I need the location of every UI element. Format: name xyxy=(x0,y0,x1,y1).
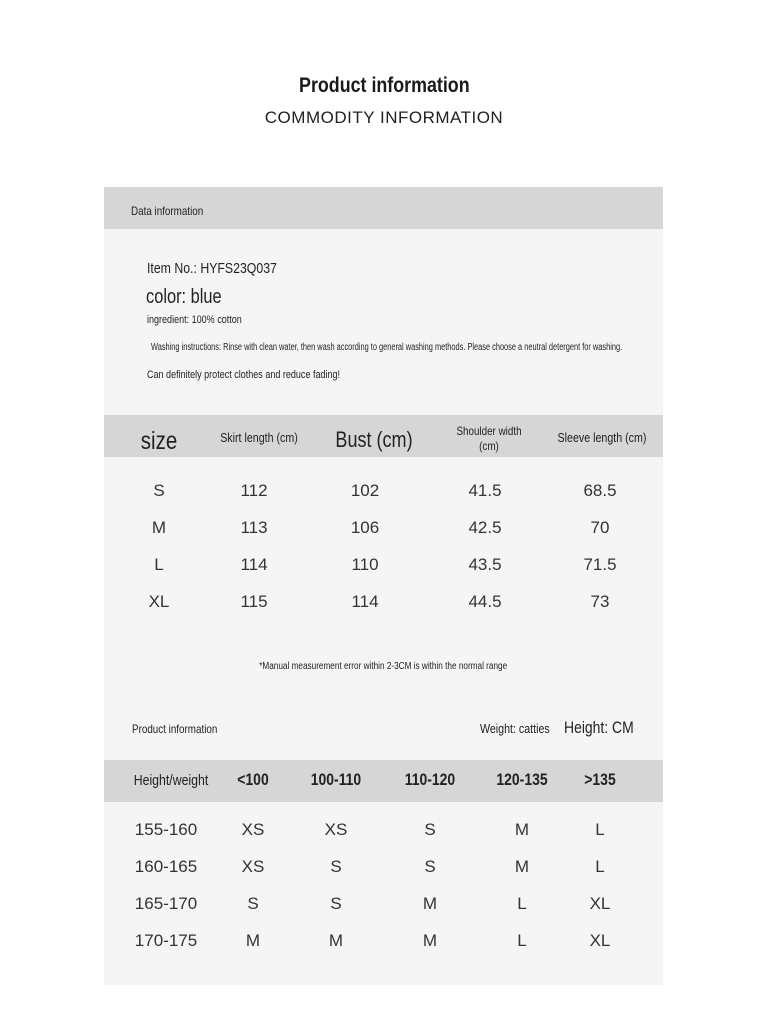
weight-120-135-header: 120-135 xyxy=(496,770,548,789)
data-information-label: Data information xyxy=(131,204,204,218)
sleeve-length-header: Sleeve length (cm) xyxy=(557,430,647,445)
sleeve-length-cell: 70 xyxy=(590,518,610,537)
shoulder-width-cell: 43.5 xyxy=(468,555,502,574)
sleeve-length-cell: 68.5 xyxy=(583,481,617,500)
size-cell: L xyxy=(154,555,164,574)
height-range-cell: 160-165 xyxy=(134,857,198,876)
height-range-cell: 165-170 xyxy=(134,894,198,913)
data-information-panel xyxy=(104,229,663,415)
size-recommendation-cell: XL xyxy=(589,931,611,950)
protect-note: Can definitely protect clothes and reduce fading! xyxy=(147,369,341,381)
skirt-length-cell: 112 xyxy=(240,481,268,500)
size-recommendation-cell: S xyxy=(247,894,259,913)
weight-under-100-header: <100 xyxy=(237,770,269,789)
height-range-cell: 155-160 xyxy=(134,820,198,839)
size-recommendation-cell: S xyxy=(330,857,342,876)
height-range-cell: 170-175 xyxy=(134,931,198,950)
data-information-header xyxy=(104,187,663,229)
size-recommendation-cell: XL xyxy=(589,894,611,913)
size-cell: XL xyxy=(148,592,170,611)
size-recommendation-cell: XS xyxy=(241,820,265,839)
ingredient-label: ingredient: 100% cotton xyxy=(147,314,242,326)
hw-table-header xyxy=(104,760,663,802)
color-label: color: blue xyxy=(146,286,222,308)
size-cell: S xyxy=(153,481,165,500)
height-unit-label: Height: CM xyxy=(564,718,634,737)
size-table-body xyxy=(104,457,663,700)
bust-cell: 114 xyxy=(351,592,379,611)
size-recommendation-cell: L xyxy=(517,931,527,950)
sleeve-length-cell: 73 xyxy=(590,592,610,611)
size-recommendation-cell: M xyxy=(328,931,344,950)
size-recommendation-cell: M xyxy=(245,931,261,950)
size-column-header: size xyxy=(140,427,178,455)
bust-cell: 102 xyxy=(350,481,380,500)
size-recommendation-cell: M xyxy=(422,931,438,950)
weight-over-135-header: >135 xyxy=(584,770,616,789)
shoulder-width-cell: 44.5 xyxy=(468,592,502,611)
skirt-length-cell: 113 xyxy=(240,518,268,537)
skirt-length-cell: 115 xyxy=(240,592,268,611)
washing-instructions: Washing instructions: Rinse with clean water, then wash according to general washing methods. Please choose a neutral detergent for washing. xyxy=(151,342,623,353)
bust-header: Bust (cm) xyxy=(335,427,413,452)
size-recommendation-cell: L xyxy=(595,857,605,876)
size-recommendation-cell: XS xyxy=(324,820,348,839)
bust-cell: 106 xyxy=(350,518,380,537)
sleeve-length-cell: 71.5 xyxy=(583,555,617,574)
size-recommendation-cell: S xyxy=(424,857,436,876)
size-recommendation-cell: M xyxy=(422,894,438,913)
size-recommendation-cell: S xyxy=(424,820,436,839)
weight-unit-label: Weight: catties xyxy=(480,721,550,736)
size-cell: M xyxy=(151,518,167,537)
size-recommendation-cell: L xyxy=(517,894,527,913)
shoulder-width-cell: 41.5 xyxy=(468,481,502,500)
skirt-length-header: Skirt length (cm) xyxy=(220,430,298,445)
skirt-length-cell: 114 xyxy=(240,555,268,574)
shoulder-width-header: Shoulder width (cm) xyxy=(456,424,522,453)
size-recommendation-cell: S xyxy=(330,894,342,913)
size-recommendation-cell: XS xyxy=(241,857,265,876)
product-info-row xyxy=(104,700,663,760)
size-table-header xyxy=(104,415,663,457)
bust-cell: 110 xyxy=(351,555,379,574)
size-recommendation-cell: M xyxy=(514,820,530,839)
product-info-label: Product information xyxy=(132,722,218,736)
measurement-note: *Manual measurement error within 2-3CM is within the normal range xyxy=(259,661,508,672)
shoulder-width-cell: 42.5 xyxy=(468,518,502,537)
hw-table-body xyxy=(104,802,663,985)
weight-100-110-header: 100-110 xyxy=(310,770,362,789)
item-number: Item No.: HYFS23Q037 xyxy=(147,260,277,277)
page-title: Product information xyxy=(298,74,470,97)
weight-110-120-header: 110-120 xyxy=(404,770,456,789)
size-recommendation-cell: L xyxy=(595,820,605,839)
height-weight-header: Height/weight xyxy=(133,772,209,789)
page-subtitle: COMMODITY INFORMATION xyxy=(264,108,504,127)
size-recommendation-cell: M xyxy=(514,857,530,876)
